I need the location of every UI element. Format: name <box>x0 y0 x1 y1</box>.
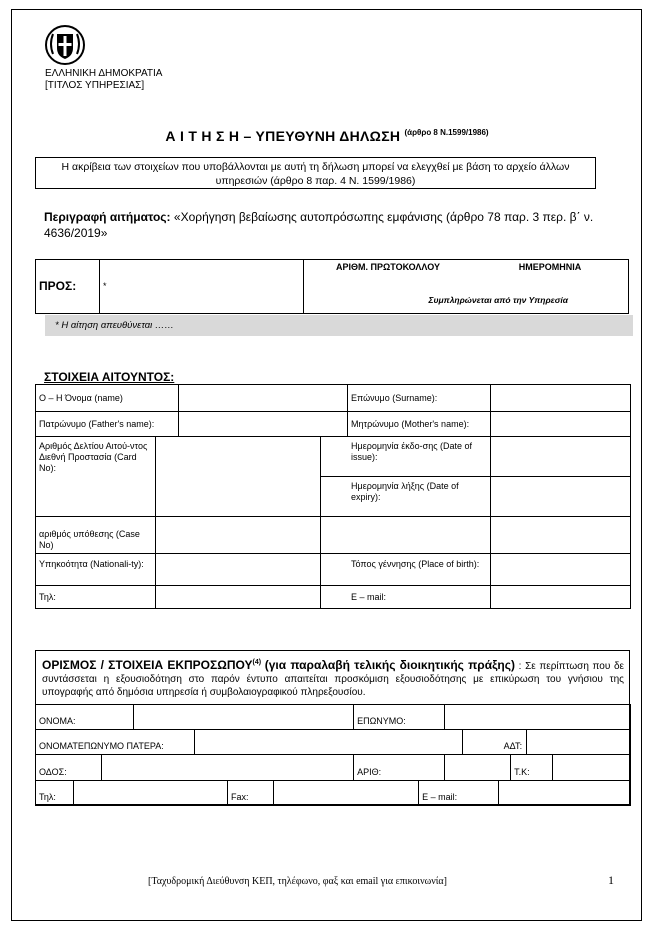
recipient-field[interactable] <box>100 260 304 314</box>
case-number-label: αριθμός υπόθεσης (Case No) <box>36 517 156 554</box>
rep-street-label: ΟΔΟΣ: <box>36 755 102 781</box>
rep-id-field[interactable] <box>527 730 631 755</box>
first-name-label: Ο – Η Όνομα (name) <box>36 385 179 412</box>
mother-name-field[interactable] <box>491 412 631 437</box>
phone-field[interactable] <box>156 586 321 609</box>
nationality-field[interactable] <box>156 554 321 586</box>
page-number: 1 <box>608 873 614 887</box>
email-field[interactable] <box>491 586 631 609</box>
father-name-label: Πατρώνυμο (Father's name): <box>36 412 179 437</box>
rep-fax-field[interactable] <box>274 781 419 806</box>
case-extra-field <box>491 517 631 554</box>
filled-by-service-note: Συμπληρώνεται από την Υπηρεσία <box>428 295 568 305</box>
recipient-table <box>35 259 629 314</box>
expiry-date-field[interactable] <box>491 477 631 517</box>
rep-father-field[interactable] <box>195 730 463 755</box>
request-description <box>44 209 614 241</box>
representative-table <box>35 704 631 806</box>
card-number-field[interactable] <box>156 437 321 517</box>
rep-name-field[interactable] <box>134 705 354 730</box>
mother-name-label: Μητρώνυμο (Mother's name): <box>348 412 491 437</box>
rep-surname-label: ΕΠΩΝΥΜΟ: <box>354 705 445 730</box>
applicant-table <box>35 384 631 609</box>
issue-date-field[interactable] <box>491 437 631 477</box>
date-label: ΗΜΕΡΟΜΗΝΙΑ <box>518 262 582 272</box>
issuing-authority <box>45 68 162 92</box>
footer-contact: [Ταχυδρομική Διεύθυνση ΚΕΠ, τηλέφωνο, φαξ και email για επικοινωνία] <box>148 876 447 887</box>
surname-label: Επώνυμο (Surname): <box>348 385 491 412</box>
birthplace-label: Τόπος γέννησης (Place of birth): <box>321 554 491 586</box>
father-name-field[interactable] <box>179 412 348 437</box>
case-spacer <box>321 517 491 554</box>
rep-id-label: ΑΔΤ: <box>463 730 527 755</box>
birthplace-field[interactable] <box>491 554 631 586</box>
rep-phone-field[interactable] <box>74 781 228 806</box>
republic-label: ΕΛΛΗΝΙΚΗ ΔΗΜΟΚΡΑΤΙΑ <box>45 68 163 79</box>
rep-number-field[interactable] <box>445 755 511 781</box>
phone-label: Τηλ: <box>36 586 156 609</box>
rep-email-field[interactable] <box>499 781 631 806</box>
service-use-area <box>304 260 629 314</box>
protocol-number-label: ΑΡΙΘΜ. ΠΡΩΤΟΚΟΛΛΟΥ <box>336 262 440 272</box>
description-text: «Χορήγηση βεβαίωσης αυτοπρόσωπης εμφάνισης (άρθρο 78 παρ. 3 περ. β΄ ν. 4636/2019» <box>44 210 594 240</box>
footnote-ref: (4) <box>252 659 262 666</box>
rep-father-label: ΟΝΟΜΑΤΕΠΩΝΥΜΟ ΠΑΤΕΡΑ: <box>36 730 195 755</box>
representative-heading: ΟΡΙΣΜΟΣ / ΣΤΟΙΧΕΙΑ ΕΚΠΡΟΣΩΠΟΥ <box>42 658 253 672</box>
recipient-asterisk: * <box>103 281 107 291</box>
title-ref: (άρθρο 8 Ν.1599/1986) <box>404 128 489 137</box>
surname-field[interactable] <box>491 385 631 412</box>
rep-postcode-field[interactable] <box>553 755 631 781</box>
description-label: Περιγραφή αιτήματος: <box>44 210 171 224</box>
accuracy-notice: Η ακρίβεια των στοιχείων που υποβάλλονται με αυτή τη δήλωση μπορεί να ελεγχθεί με βάση το αρχείο άλλων υπηρεσιών (άρθρο 8 παρ. 4 Ν. 1599/1986) <box>35 157 596 189</box>
issue-date-label: Ημερομηνία έκδο-σης (Date of issue): <box>321 437 491 477</box>
recipient-footnote: * Η αίτηση απευθύνεται …… <box>45 315 633 336</box>
rep-surname-field[interactable] <box>445 705 631 730</box>
first-name-field[interactable] <box>179 385 348 412</box>
representative-heading-tail: (για παραλαβή τελικής διοικητικής πράξης) <box>264 658 515 672</box>
card-number-label: Αριθμός Δελτίου Αιτού-ντος Διεθνή Προστασία (Card No): <box>36 437 156 517</box>
rep-fax-label: Fax: <box>228 781 274 806</box>
expiry-date-label: Ημερομηνία λήξης (Date of expiry): <box>321 477 491 517</box>
nationality-label: Υπηκοότητα (Nationali-ty): <box>36 554 156 586</box>
applicant-heading: ΣΤΟΙΧΕΙΑ ΑΙΤΟΥΝΤΟΣ: <box>44 370 175 384</box>
rep-name-label: ΟΝΟΜΑ: <box>36 705 134 730</box>
rep-street-field[interactable] <box>102 755 354 781</box>
email-label: E – mail: <box>321 586 491 609</box>
greek-coat-of-arms-icon <box>44 24 86 66</box>
title-main: Α Ι Τ Η Σ Η – ΥΠΕΥΘΥΝΗ ΔΗΛΩΣΗ <box>165 128 401 144</box>
to-label: ΠΡΟΣ: <box>36 260 100 314</box>
service-title: [ΤΙΤΛΟΣ ΥΠΗΡΕΣΙΑΣ] <box>45 80 145 91</box>
representative-instructions: : Σε περίπτωση που δε συντάσσεται η εξουσιοδότηση στο παρόν έντυπο απαιτείται προσκόμιση εξουσιοδότησης με επικύρωση του γνήσιου της υπογραφής από δημόσια υπηρεσία ή συμβολαιογραφικού πληρεξουσίου. <box>42 661 624 698</box>
rep-postcode-label: Τ.Κ: <box>511 755 553 781</box>
representative-intro <box>42 656 624 699</box>
case-number-field[interactable] <box>156 517 321 554</box>
rep-email-label: E – mail: <box>419 781 499 806</box>
rep-phone-label: Τηλ: <box>36 781 74 806</box>
rep-number-label: ΑΡΙΘ: <box>354 755 445 781</box>
document-title <box>0 128 654 144</box>
